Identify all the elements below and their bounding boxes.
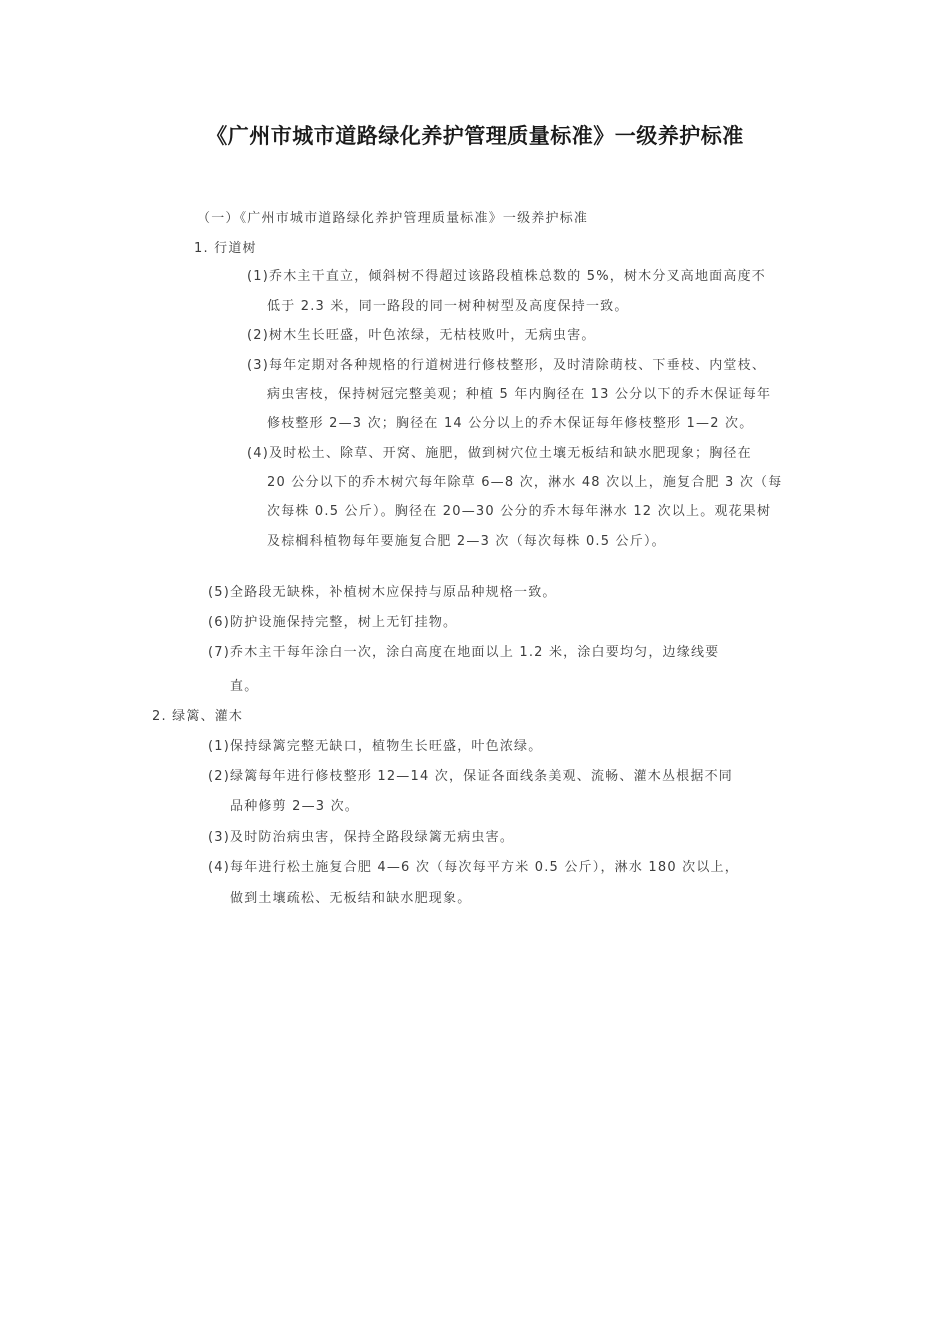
part1-item4-line1: (4)及时松土、除草、开窝、施肥，做到树穴位土壤无板结和缺水肥现象；胸径在 xyxy=(247,446,752,461)
part1-item4-line2: 20 公分以下的乔木树穴每年除草 6—8 次，淋水 48 次以上，施复合肥 3 次（每 xyxy=(267,475,783,490)
part1-item3-line3: 修枝整形 2—3 次；胸径在 14 公分以上的乔木保证每年修枝整形 1—2 次。 xyxy=(267,416,754,431)
part2-item4-line2: 做到土壤疏松、无板结和缺水肥现象。 xyxy=(230,891,472,906)
part1-item3-line1: (3)每年定期对各种规格的行道树进行修枝整形，及时清除萌枝、下垂枝、内堂枝、 xyxy=(247,358,767,373)
part1-item4-line3: 次每株 0.5 公斤）。胸径在 20—30 公分的乔木每年淋水 12 次以上。观花果树 xyxy=(267,504,772,519)
part2-item4-line1: (4)每年进行松土施复合肥 4—6 次（每次每平方米 0.5 公斤），淋水 180 次以上， xyxy=(208,860,739,875)
part1-item7-line1: (7)乔木主干每年涂白一次，涂白高度在地面以上 1.2 米，涂白要均匀，边缘线要 xyxy=(208,645,720,660)
part2-item1-line1: (1)保持绿篱完整无缺口，植物生长旺盛，叶色浓绿。 xyxy=(208,739,543,754)
part1-item7-line2: 直。 xyxy=(230,679,259,694)
part1-heading: 1. 行道树 xyxy=(194,241,257,256)
part1-item2-line1: (2)树木生长旺盛，叶色浓绿，无枯枝败叶，无病虫害。 xyxy=(247,328,596,343)
part2-item2-line1: (2)绿篱每年进行修枝整形 12—14 次，保证各面线条美观、流畅、灌木丛根据不同 xyxy=(208,769,733,784)
part2-item3-line1: (3)及时防治病虫害，保持全路段绿篱无病虫害。 xyxy=(208,830,515,845)
part2-item2-line2: 品种修剪 2—3 次。 xyxy=(230,799,360,814)
part2-heading: 2. 绿篱、灌木 xyxy=(152,709,244,724)
part1-item6-line1: (6)防护设施保持完整，树上无钉挂物。 xyxy=(208,615,458,630)
part1-item5-line1: (5)全路段无缺株，补植树木应保持与原品种规格一致。 xyxy=(208,585,557,600)
section-heading: （一）《广州市城市道路绿化养护管理质量标准》一级养护标准 xyxy=(197,211,589,226)
part1-item1-line1: (1)乔木主干直立，倾斜树不得超过该路段植株总数的 5%，树木分叉高地面高度不 xyxy=(247,269,766,284)
part1-item3-line2: 病虫害枝，保持树冠完整美观；种植 5 年内胸径在 13 公分以下的乔木保证每年 xyxy=(267,387,772,402)
part1-item4-line4: 及棕榈科植物每年要施复合肥 2—3 次（每次每株 0.5 公斤）。 xyxy=(267,534,666,549)
document-title: 《广州市城市道路绿化养护管理质量标准》一级养护标准 xyxy=(206,124,744,148)
part1-item1-line2: 低于 2.3 米，同一路段的同一树种树型及高度保持一致。 xyxy=(267,299,629,314)
